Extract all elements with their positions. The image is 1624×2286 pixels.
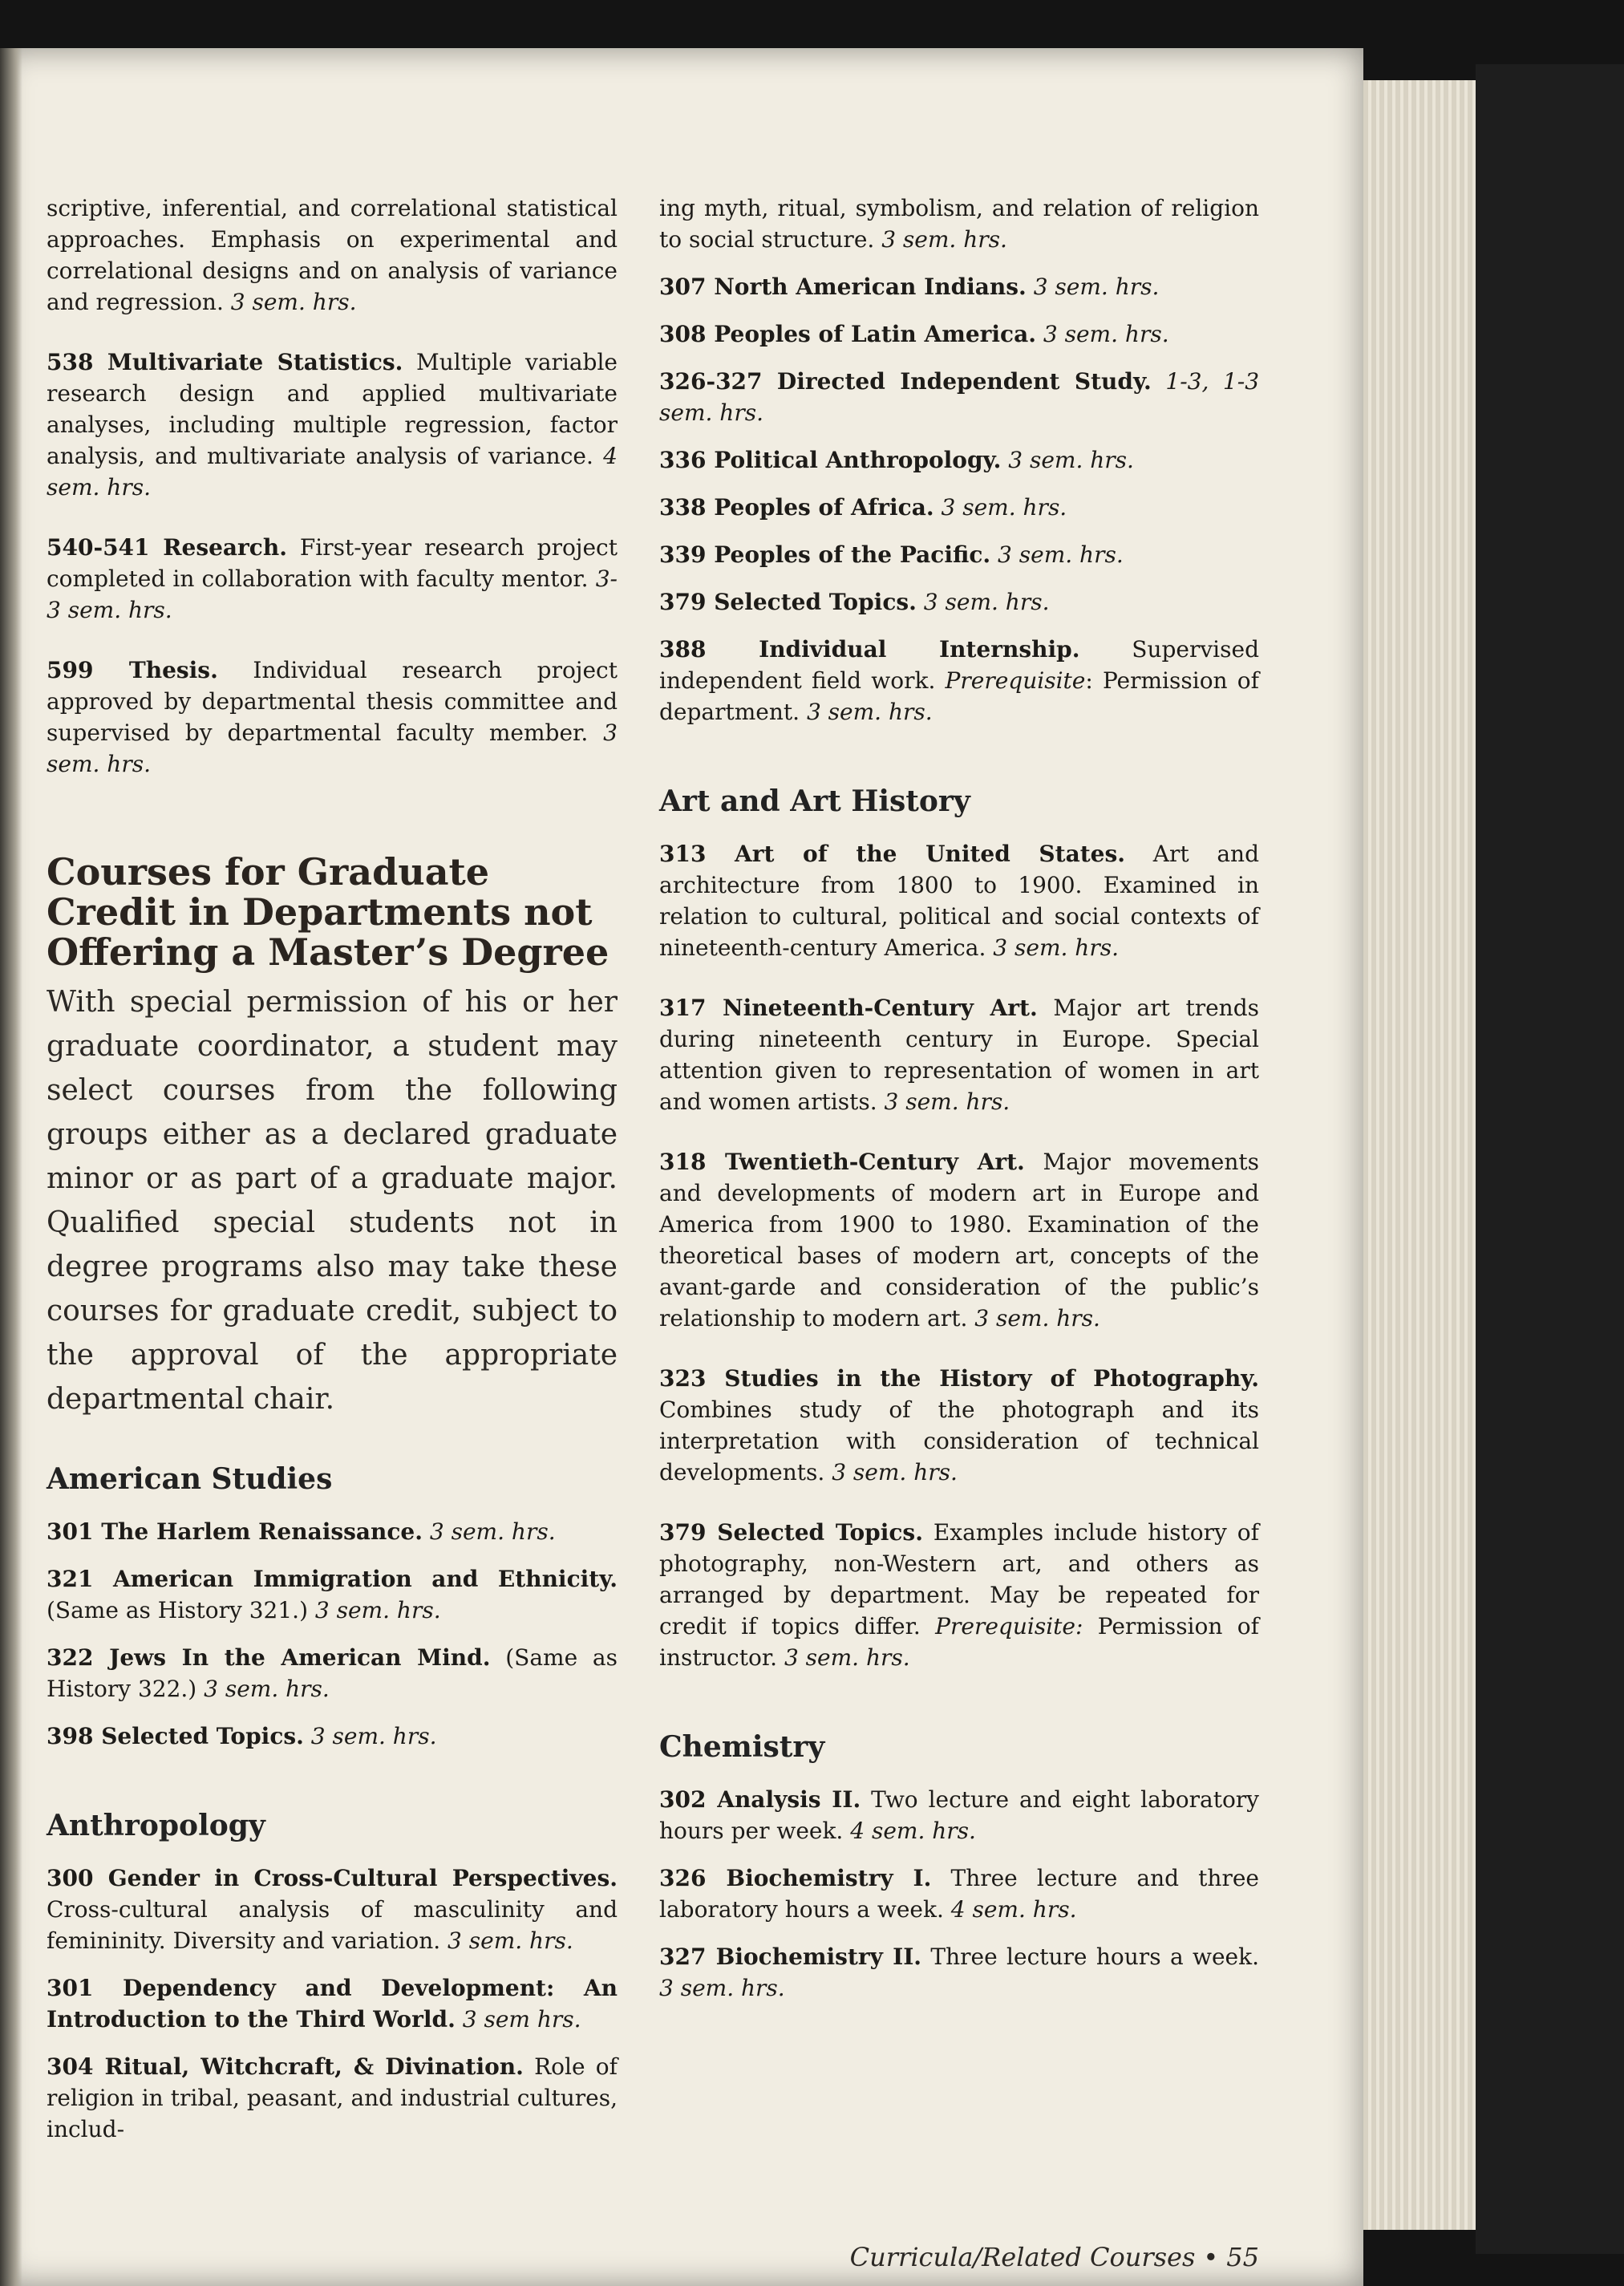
page-edges [1363, 80, 1476, 2230]
course-title: 308 Peoples of Latin America. [659, 321, 1036, 347]
course-entry [659, 1517, 1259, 1673]
course-description [1152, 368, 1166, 395]
department-heading: American Studies [47, 1462, 333, 1496]
prerequisite-label: Prerequisite: [935, 1613, 1083, 1640]
prerequisite-label: Prerequisite [945, 667, 1086, 694]
course-credits: 1-3, 1-3 sem. hrs. [659, 368, 1260, 426]
course-title: 338 Peoples of Africa. [659, 494, 934, 521]
course-credits: 4 sem. hrs. [850, 1818, 976, 1844]
course-credits: 3 sem. hrs. [448, 1927, 573, 1954]
course-description: Individual research project approved by departmental thesis committee and supervised by departmental faculty member. [47, 657, 618, 746]
department-heading: Chemistry [659, 1730, 825, 1764]
course-credits: 3 sem. hrs. [884, 1088, 1010, 1115]
continued-course-entry [659, 193, 1259, 255]
course-entry [659, 992, 1259, 1117]
course-title: 379 Selected Topics. [659, 589, 917, 615]
page-number: 55 [1226, 2242, 1259, 2272]
course-title: 538 Multivariate Statistics. [47, 349, 403, 375]
course-entry [659, 366, 1259, 428]
course-description [304, 1723, 311, 1749]
course-description [456, 2006, 463, 2033]
book-cover [1476, 64, 1624, 2254]
course-entry [47, 1642, 618, 1704]
course-entry [659, 1363, 1259, 1488]
course-title: 301 Dependency and Development: An Introduction to the Third World. [47, 1975, 618, 2033]
left-column [47, 193, 618, 2161]
course-credits: 3 sem. hrs. [998, 541, 1124, 568]
course-description: Supervised independent field work. [659, 636, 1259, 694]
course-description [1001, 447, 1008, 473]
continued-course-entry [47, 193, 618, 318]
course-entry [659, 271, 1259, 302]
course-credits: 4 sem. hrs. [950, 1896, 1077, 1923]
course-credits: 3-3 sem. hrs. [47, 565, 618, 623]
course-credits: 3 sem. hrs. [993, 934, 1119, 961]
course-entry [47, 2051, 618, 2145]
running-head: Curricula/Related Courses [849, 2242, 1196, 2272]
course-credits: 3 sem. hrs. [204, 1676, 330, 1702]
course-credits: 3 sem. hrs. [659, 1975, 785, 2001]
course-entry [47, 655, 618, 780]
course-title: 301 The Harlem Renaissance. [47, 1518, 423, 1545]
course-title: 599 Thesis. [47, 657, 218, 683]
course-title: 388 Individual Internship. [659, 636, 1080, 663]
course-credits: 3 sem. hrs. [1033, 274, 1160, 300]
course-credits: 3 sem. hrs. [429, 1518, 556, 1545]
course-title: 326-327 Directed Independent Study. [659, 368, 1152, 395]
course-entry [47, 1721, 618, 1752]
course-description: (Same as History 322.) [47, 1644, 618, 1702]
course-entry [659, 1784, 1259, 1846]
course-entry [659, 586, 1259, 618]
course-description: Combines study of the photograph and its interpretation with consideration of technical developments. [659, 1396, 1259, 1485]
course-description [917, 589, 924, 615]
course-entry [659, 492, 1259, 523]
course-description: Major art trends during nineteenth century in Europe. Special attention given to representation of women in art and women artists. [659, 995, 1259, 1115]
course-credits: 3 sem. hrs. [806, 699, 933, 725]
course-title: 336 Political Anthropology. [659, 447, 1002, 473]
course-description: Major movements and developments of modern art in Europe and America from 1900 to 1980. Examination of the theoretical bases of modern art, concepts of the avant-garde and consideration of the public’s relationship to modern art. [659, 1149, 1259, 1331]
course-entry [659, 1941, 1259, 2004]
course-description: Role of religion in tribal, peasant, and industrial cultures, includ- [47, 2053, 618, 2142]
course-entry [47, 1563, 618, 1626]
department-heading: Art and Art History [659, 784, 970, 818]
course-entry [47, 1862, 618, 1956]
course-description [1036, 321, 1043, 347]
course-title: 540-541 Research. [47, 534, 287, 561]
course-entry [659, 318, 1259, 350]
course-title: 326 Biochemistry I. [659, 1865, 932, 1891]
course-title: 323 Studies in the History of Photography. [659, 1365, 1259, 1392]
course-credits: 3 sem. hrs. [881, 226, 1007, 253]
course-entry [659, 539, 1259, 570]
right-column [659, 193, 1259, 2020]
course-credits: 3 sem. hrs. [974, 1305, 1100, 1331]
course-description: Cross-cultural analysis of masculinity and femininity. Diversity and variation. [47, 1896, 618, 1954]
course-description: Examples include history of photography, non-Western art, and others as arranged by department. May be repeated for credit if topics differ. [659, 1519, 1259, 1640]
course-credits: 3 sem. hrs. [784, 1644, 910, 1671]
section-title: Courses for Graduate Credit in Departments not Offering a Master’s Degree [47, 850, 610, 974]
course-credits: 3 sem. hrs. [1008, 447, 1134, 473]
course-title: 339 Peoples of the Pacific. [659, 541, 991, 568]
course-description: First-year research project completed in collaboration with faculty mentor. [47, 534, 618, 592]
running-footer [826, 2242, 1259, 2272]
course-description: Art and architecture from 1800 to 1900. Examined in relation to cultural, political and social contexts of nineteenth-century America. [659, 841, 1259, 961]
prerequisite-text: : Permission of department. [659, 667, 1259, 725]
course-description: Three lecture and three laboratory hours a week. [659, 1865, 1259, 1923]
course-title: 300 Gender in Cross-Cultural Perspectives. [47, 1865, 618, 1891]
course-credits: 3 sem. hrs. [47, 719, 618, 777]
course-entry [47, 347, 618, 503]
course-entry [659, 1146, 1259, 1334]
course-entry [659, 1862, 1259, 1925]
course-description: Multiple variable research design and applied multivariate analyses, including multiple regression, factor analysis, and multivariate analysis of variance. [47, 349, 618, 469]
course-credits: 3 sem. hrs. [314, 1597, 441, 1623]
page-gutter-shadow [0, 48, 22, 2286]
course-credits: 3 sem. hrs. [230, 289, 357, 315]
course-title: 313 Art of the United States. [659, 841, 1125, 867]
course-entry [47, 1972, 618, 2035]
course-credits: 3 sem. hrs. [941, 494, 1067, 521]
course-title: 379 Selected Topics. [659, 1519, 923, 1546]
course-entry [47, 1516, 618, 1547]
course-title: 321 American Immigration and Ethnicity. [47, 1566, 618, 1592]
course-description: ing myth, ritual, symbolism, and relation of religion to social structure. [659, 195, 1259, 253]
course-credits: 3 sem. hrs. [923, 589, 1050, 615]
footer-bullet: • [1203, 2242, 1219, 2272]
course-description [1027, 274, 1034, 300]
course-title: 307 North American Indians. [659, 274, 1027, 300]
course-description: Three lecture hours a week. [921, 1944, 1259, 1970]
course-title: 304 Ritual, Witchcraft, & Divination. [47, 2053, 524, 2080]
course-credits: 3 sem. hrs. [310, 1723, 437, 1749]
course-title: 322 Jews In the American Mind. [47, 1644, 491, 1671]
prerequisite-text: Permission of instructor. [659, 1613, 1259, 1671]
section-intro: With special permission of his or her graduate coordinator, a student may select courses from the following groups either as a declared graduate minor or as part of a graduate major. Qualified special students not in degree programs also may take these courses for graduate credit, subject to the approval of the appropriate departmental chair. [47, 986, 618, 1416]
course-title: 317 Nineteenth-Century Art. [659, 995, 1038, 1021]
course-entry [47, 532, 618, 626]
course-title: 398 Selected Topics. [47, 1723, 304, 1749]
course-description: (Same as History 321.) [47, 1597, 315, 1623]
course-credits: 3 sem. hrs. [832, 1459, 958, 1485]
course-credits: 3 sem. hrs. [1043, 321, 1169, 347]
course-description [423, 1518, 430, 1545]
course-title: 302 Analysis II. [659, 1786, 861, 1813]
course-title: 318 Twentieth-Century Art. [659, 1149, 1025, 1175]
course-description: Two lecture and eight laboratory hours per week. [659, 1786, 1260, 1844]
course-entry [659, 838, 1259, 963]
course-entry [659, 444, 1259, 476]
course-description [990, 541, 998, 568]
course-credits: 4 sem. hrs. [47, 443, 618, 501]
course-description [934, 494, 942, 521]
course-credits: 3 sem hrs. [462, 2006, 581, 2033]
course-title: 327 Biochemistry II. [659, 1944, 922, 1970]
department-heading: Anthropology [47, 1809, 265, 1842]
course-description: scriptive, inferential, and correlational statistical approaches. Emphasis on experimental and correlational designs and on analysis of variance and regression. [47, 195, 618, 315]
course-entry [659, 634, 1259, 728]
